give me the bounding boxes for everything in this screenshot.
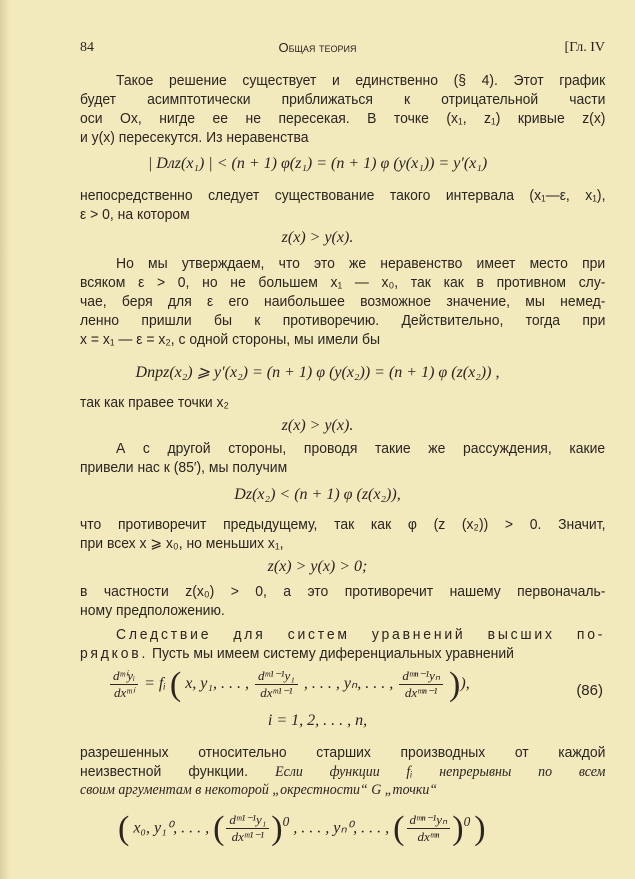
fraction xyxy=(399,668,443,701)
page-number: 84 xyxy=(80,40,94,55)
text-line: и y(x) пересекутся. Из неравенства xyxy=(80,129,309,146)
text-line: разрешенных относительно старших производных от каждой xyxy=(80,744,606,761)
section-heading: Следствие для систем уравнений высших по- xyxy=(116,626,606,643)
superscript: 0 xyxy=(282,814,290,829)
formula-z-gt-y: z(x) > y(x). xyxy=(281,229,354,246)
superscript: 0 xyxy=(463,814,471,829)
denominator: dxᵐⁿ⁻¹ xyxy=(404,685,438,700)
text-line: будет асимптотически приближаться к отрицательной части xyxy=(80,91,606,108)
fraction xyxy=(255,668,298,701)
numerator: dᵐⁿ⁻¹yₙ xyxy=(399,668,443,685)
theorem-italic: Если функции fᵢ непрерывны по всем xyxy=(275,764,606,780)
formula-z-gt-y-2: z(x) > y(x). xyxy=(281,417,354,434)
text-line: непосредственно следует существование такого интервала (x₁—ε, x₁), xyxy=(80,187,606,204)
text-line: при всех x ⩾ x₀, но меньших x₁, xyxy=(80,535,284,552)
denominator: dxᵐ¹⁻¹ xyxy=(260,685,293,700)
text-line: x = x₁ — ε = x₂, с одной стороны, мы имели бы xyxy=(80,331,381,348)
fraction xyxy=(226,812,269,845)
numerator: dᵐⁱyᵢ xyxy=(110,668,138,685)
text-line: в частности z(x₀) > 0, а это противоречит нашему первоначаль- xyxy=(80,583,606,600)
formula-inequality-1: | Dлz(x₁) | < (n + 1) φ(z₁) = (n + 1) φ (y(x₁)) = y′(x₁) xyxy=(147,155,488,172)
text-line: неизвестной функции. xyxy=(80,763,248,780)
section-heading-line2: рядков. xyxy=(80,645,149,662)
paren: ( xyxy=(118,810,130,848)
section-heading-cont xyxy=(80,644,568,663)
paren: ) xyxy=(474,810,486,848)
text-line: ному предположению. xyxy=(80,602,225,619)
numerator: dᵐ¹⁻¹y₁ xyxy=(255,668,298,685)
args: x, y₁, . . . , xyxy=(185,675,249,693)
denominator: dxᵐⁿ xyxy=(417,829,440,845)
paren: ( xyxy=(213,810,225,848)
formula-dpr: Dпрz(x₂) ⩾ y′(x₂) = (n + 1) φ (y(x₂)) = (n + 1) φ (z(x₂)) , xyxy=(135,364,500,381)
text-line: Но мы утверждаем, что это же неравенство имеет место при xyxy=(116,255,606,272)
running-title: Общая теория xyxy=(278,40,357,55)
paren: ) xyxy=(452,810,464,848)
theorem-italic-line: своим аргументам в некоторой „окрестности“ G „точки“ xyxy=(80,782,438,798)
formula-dz: Dz(x₂) < (n + 1) φ (z(x₂)), xyxy=(234,486,401,503)
args: , . . . , yₙ⁰, . . . , xyxy=(293,819,390,837)
text-line: привели нас к (85′), мы получим xyxy=(80,459,288,476)
denominator: dxᵐ¹⁻¹ xyxy=(231,829,265,845)
args: x₀, y₁⁰, . . . , xyxy=(133,819,210,837)
text-line: Пусть мы имеем систему диференциальных уравнений xyxy=(152,645,514,662)
equals-f: = fᵢ xyxy=(144,675,166,693)
paren: ) xyxy=(449,666,461,703)
page-edge-shadow xyxy=(0,0,10,879)
formula-point xyxy=(118,810,598,848)
numerator: dᵐ¹⁻¹y₁ xyxy=(226,812,269,829)
args: , . . . , yₙ, . . . , xyxy=(303,675,394,693)
text-line: Такое решение существует и единственно (§ 4). Этот график xyxy=(116,72,606,89)
text-line: так как правее точки x₂ xyxy=(80,394,229,411)
text-line: что противоречит предыдущему, так как φ (z (x₂)) > 0. Значит, xyxy=(80,516,606,533)
fraction xyxy=(110,668,138,701)
text-line: А с другой стороны, проводя такие же рассуждения, какие xyxy=(116,440,606,457)
paren: ( xyxy=(393,810,405,848)
chapter-label: [Гл. IV xyxy=(564,40,605,55)
text-line-mixed xyxy=(80,762,605,782)
formula-end: ), xyxy=(460,675,470,693)
equation-number: (86) xyxy=(576,682,603,699)
denominator: dxᵐⁱ xyxy=(114,685,135,700)
text-line: чае, беря для ε его наибольшее возможное значение, мы немед- xyxy=(80,293,606,310)
formula-index-range: i = 1, 2, . . . , n, xyxy=(267,712,368,729)
text-line: оси Ox, нигде ее не пересекая. В точке (x₁, z₁) кривые z(x) xyxy=(80,110,606,127)
formula-z-y-0: z(x) > y(x) > 0; xyxy=(267,558,368,575)
formula-86 xyxy=(108,668,608,701)
paren: ) xyxy=(271,810,283,848)
text-line: ленно пришли бы к противоречию. Действительно, тогда при xyxy=(80,312,606,329)
text-line: всяком ε > 0, но не большем x₁ — x₀, так как в противном слу- xyxy=(80,274,606,291)
fraction xyxy=(407,812,451,845)
text-line: ε > 0, на котором xyxy=(80,206,190,223)
paren: ( xyxy=(169,666,182,703)
numerator: dᵐⁿ⁻¹yₙ xyxy=(407,812,451,829)
